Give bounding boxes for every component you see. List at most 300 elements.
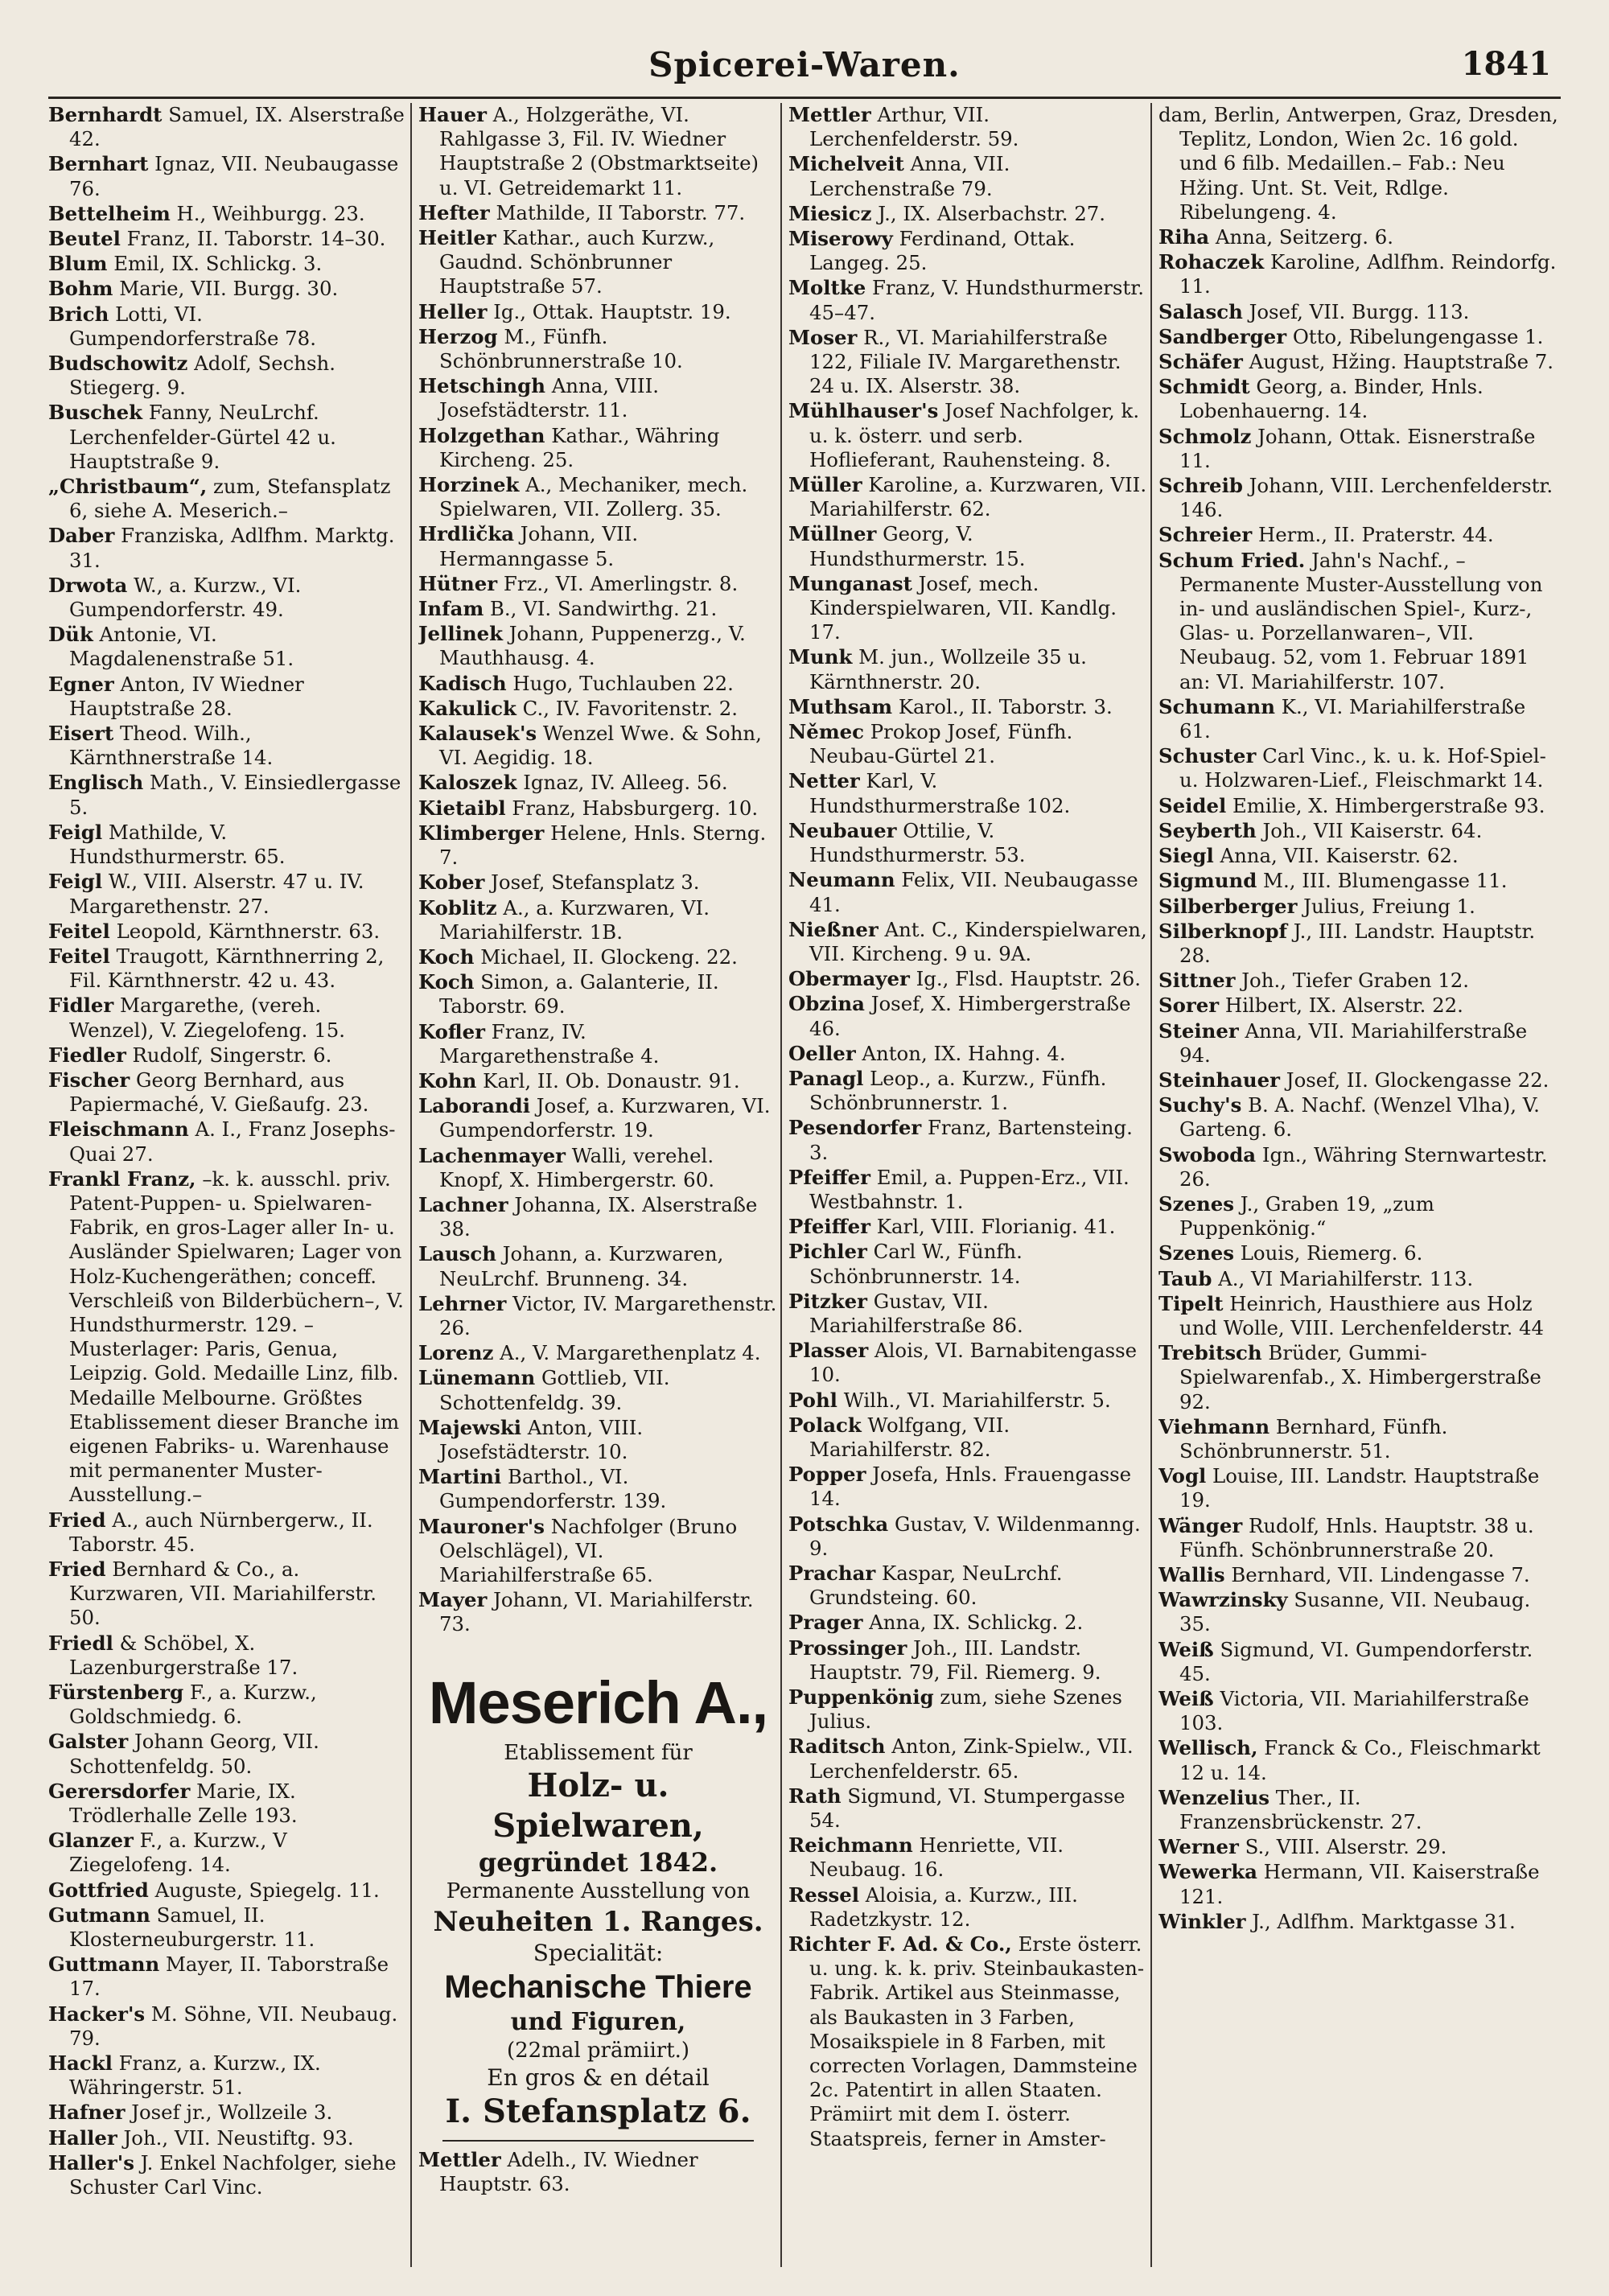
entry-name: Blum bbox=[48, 252, 108, 276]
column-3 bbox=[788, 103, 1148, 2267]
entry-name: Herzog bbox=[418, 324, 498, 348]
entry-name: Feitel bbox=[48, 944, 110, 968]
ad-line: Etablissement für bbox=[504, 1740, 693, 1765]
directory-entry bbox=[48, 524, 408, 572]
directory-entry bbox=[1158, 375, 1561, 423]
entry-name: Pfeiffer bbox=[788, 1165, 871, 1189]
entry-details: Josef, II. Glockengasse 22. bbox=[1280, 1068, 1549, 1092]
entry-details: Franck & Co., Fleischmarkt 12 u. 14. bbox=[1179, 1736, 1541, 1784]
entry-details: Susanne, VII. Neubaug. 35. bbox=[1179, 1588, 1531, 1636]
directory-entry bbox=[1158, 1415, 1561, 1463]
entry-details: Josef Nachfolger, k. u. k. österr. und serb. Hoflieferant, Rauhensteing. 8. bbox=[809, 399, 1140, 471]
entry-details: Josef, Stefansplatz 3. bbox=[484, 870, 700, 895]
entry-details: Mathilde, II Taborstr. 77. bbox=[489, 200, 746, 224]
entry-details: Victoria, VII. Mariahilferstraße 103. bbox=[1179, 1687, 1529, 1735]
directory-entry bbox=[788, 572, 1148, 645]
entry-name: Feitel bbox=[48, 919, 110, 943]
entry-details: M., III. Blumengasse 11. bbox=[1257, 869, 1508, 893]
directory-entry bbox=[788, 276, 1148, 324]
entry-name: Mettler bbox=[418, 2148, 501, 2172]
directory-entry bbox=[788, 1685, 1148, 1734]
entry-details: Heinrich, Hausthiere aus Holz und Wolle, VIII. Lerchenfelderstr. 44 bbox=[1179, 1291, 1545, 1339]
entry-name: Wenzelius bbox=[1158, 1785, 1270, 1809]
entry-details: Karoline, Adlfhm. Reindorfg. 11. bbox=[1179, 250, 1557, 298]
entry-name: Drwota bbox=[48, 573, 128, 597]
entry-details: J., III. Landstr. Hauptstr. 28. bbox=[1179, 919, 1536, 967]
directory-entry bbox=[418, 1020, 778, 1068]
entry-name: Wallis bbox=[1158, 1562, 1225, 1586]
entry-details: Ther., II. Franzensbrückenstr. 27. bbox=[1179, 1785, 1422, 1834]
directory-entry bbox=[1158, 1192, 1561, 1241]
directory-entry bbox=[788, 918, 1148, 966]
entry-details: Ig., Ottak. Hauptstr. 19. bbox=[487, 299, 731, 323]
entry-name: Salasch bbox=[1158, 299, 1243, 323]
directory-entry bbox=[48, 2002, 408, 2051]
entry-name: Wellisch, bbox=[1158, 1736, 1258, 1760]
entry-name: Richter F. Ad. & Co., bbox=[788, 1932, 1012, 1957]
directory-entry bbox=[48, 1681, 408, 1729]
entry-name: Muthsam bbox=[788, 694, 893, 718]
entry-details: Georg, a. Binder, Hnls. Lobenhauerng. 14. bbox=[1179, 375, 1483, 423]
entry-details: S., VIII. Alserstr. 29. bbox=[1238, 1835, 1447, 1859]
entry-name: Neubauer bbox=[788, 818, 897, 842]
directory-entry bbox=[1158, 325, 1561, 349]
entry-details: Anton, VIII. Josefstädterstr. 10. bbox=[439, 1415, 644, 1463]
directory-entry bbox=[418, 103, 778, 200]
entry-details: Leop., a. Kurzw., Fünfh. Schönbrunnerstr. 1. bbox=[809, 1066, 1107, 1115]
entry-details: Math., V. Einsiedlergasse 5. bbox=[69, 771, 401, 819]
entry-name: Koch bbox=[418, 970, 475, 994]
entry-details: K., VI. Mariahilferstraße 61. bbox=[1179, 694, 1526, 743]
entry-details: & Schöbel, X. Lazenburgerstraße 17. bbox=[69, 1631, 298, 1679]
entry-name: Obzina bbox=[788, 992, 865, 1016]
entry-name: Sittner bbox=[1158, 969, 1236, 993]
entry-name: Prager bbox=[788, 1611, 863, 1635]
entry-name: Hacker's bbox=[48, 2002, 146, 2026]
entry-details: Hermann, VII. Kaiserstraße 121. bbox=[1179, 1860, 1540, 1908]
entry-details: Lotti, VI. Gumpendorferstraße 78. bbox=[69, 302, 316, 350]
ad-line: I. Stefansplatz 6. bbox=[445, 2092, 751, 2131]
entry-details: August, Hžing. Hauptstraße 7. bbox=[1242, 350, 1554, 374]
entry-name: Riha bbox=[1158, 225, 1210, 249]
entry-name: Haller's bbox=[48, 2150, 134, 2175]
entry-details: Josef jr., Wollzeile 3. bbox=[125, 2101, 333, 2125]
entry-name: Bettelheim bbox=[48, 201, 171, 225]
directory-entry bbox=[1158, 1860, 1561, 1908]
directory-entry bbox=[788, 1240, 1148, 1288]
directory-entry bbox=[48, 920, 408, 944]
entry-name: Fürstenberg bbox=[48, 1681, 184, 1704]
directory-entry bbox=[1158, 1736, 1561, 1784]
entry-details: Bernhard, VII. Lindengasse 7. bbox=[1224, 1562, 1530, 1586]
entry-name: Koch bbox=[418, 944, 475, 969]
column-divider bbox=[780, 103, 782, 2267]
entry-details: R., VI. Mariahilferstraße 122, Filiale IV. Margarethenstr. 24 u. IX. Alserstr. 38. bbox=[809, 325, 1121, 398]
directory-entry bbox=[788, 1413, 1148, 1462]
entry-details: Johann Georg, VII. Schottenfeldg. 50. bbox=[69, 1730, 319, 1778]
directory-entry bbox=[48, 1903, 408, 1952]
entry-details: Louis, Riemerg. 6. bbox=[1233, 1241, 1423, 1265]
entry-name: Steinhauer bbox=[1158, 1068, 1281, 1092]
entry-name: Weiß bbox=[1158, 1687, 1214, 1710]
entry-details: Wilh., VI. Mariahilferstr. 5. bbox=[837, 1388, 1111, 1412]
entry-name: Kadisch bbox=[418, 671, 507, 695]
entry-name: Panagl bbox=[788, 1066, 864, 1090]
entry-name: Pfeiffer bbox=[788, 1215, 871, 1239]
entry-name: Friedl bbox=[48, 1631, 113, 1655]
entry-details: Gottlieb, VII. Schottenfeldg. 39. bbox=[439, 1366, 670, 1414]
entry-name: Müllner bbox=[788, 522, 877, 546]
directory-entry bbox=[788, 695, 1148, 719]
entry-name: Silberberger bbox=[1158, 894, 1298, 918]
ad-line: Neuheiten 1. Ranges. bbox=[433, 1905, 763, 1938]
entry-name: Jellinek bbox=[418, 622, 504, 646]
entry-name: Pitzker bbox=[788, 1289, 867, 1313]
entry-details: J., Graben 19, „zum Puppenkönig.“ bbox=[1179, 1191, 1434, 1241]
entry-details: Josefa, Hnls. Frauengasse 14. bbox=[809, 1463, 1132, 1511]
directory-entry bbox=[1158, 844, 1561, 868]
entry-name: Puppenkönig bbox=[788, 1685, 934, 1709]
directory-entry bbox=[48, 673, 408, 721]
entry-name: Vogl bbox=[1158, 1464, 1207, 1488]
entry-details: Gustav, VII. Mariahilferstraße 86. bbox=[809, 1289, 1023, 1337]
entry-name: Heller bbox=[418, 299, 488, 323]
entry-name: Potschka bbox=[788, 1512, 889, 1536]
directory-entry bbox=[788, 1339, 1148, 1387]
entry-name: Buschek bbox=[48, 401, 143, 425]
entry-name: Wänger bbox=[1158, 1513, 1243, 1537]
directory-entry bbox=[418, 1144, 778, 1192]
directory-entry bbox=[48, 252, 408, 276]
entry-details: J. Enkel Nachfolger, siehe Schuster Carl Vinc. bbox=[69, 2150, 397, 2199]
entry-name: Fiedler bbox=[48, 1043, 126, 1067]
entry-name: Schum Fried. bbox=[1158, 548, 1306, 572]
directory-entry bbox=[788, 1784, 1148, 1833]
entry-details: Aloisia, a. Kurzw., III. Radetzkystr. 12. bbox=[809, 1882, 1078, 1931]
directory-entry bbox=[788, 1734, 1148, 1783]
directory-entry bbox=[1158, 1835, 1561, 1859]
directory-entry bbox=[418, 424, 778, 472]
entry-name: Feigl bbox=[48, 870, 103, 894]
entry-details: Anton, IX. Hahng. 4. bbox=[855, 1041, 1066, 1065]
entry-name: Suchy's bbox=[1158, 1093, 1242, 1117]
directory-entry bbox=[1158, 695, 1561, 743]
directory-entry bbox=[418, 697, 778, 721]
entry-name: Lehrner bbox=[418, 1291, 507, 1315]
entry-details: Johann, VI. Mariahilferstr. 73. bbox=[439, 1588, 754, 1636]
directory-entry bbox=[1158, 920, 1561, 968]
ad-line: und Figuren, bbox=[510, 2008, 686, 2037]
directory-entry bbox=[418, 201, 778, 225]
directory-entry bbox=[1158, 300, 1561, 324]
directory-entry bbox=[48, 1043, 408, 1068]
entry-name: Laborandi bbox=[418, 1094, 530, 1118]
directory-entry bbox=[48, 1068, 408, 1117]
directory-entry bbox=[48, 302, 408, 351]
ad-line: En gros & en détail bbox=[487, 2064, 710, 2092]
directory-entry bbox=[788, 645, 1148, 693]
entry-details: Kaspar, NeuLrchf. Grundsteing. 60. bbox=[809, 1561, 1063, 1610]
directory-entry bbox=[48, 1117, 408, 1166]
entry-name: Kakulick bbox=[418, 696, 516, 720]
entry-name: Mettler bbox=[788, 103, 871, 126]
directory-entry bbox=[418, 771, 778, 795]
directory-entry bbox=[418, 1588, 778, 1636]
entry-name: Feigl bbox=[48, 820, 103, 844]
directory-entry bbox=[418, 226, 778, 299]
entry-name: Eisert bbox=[48, 722, 114, 746]
directory-entry bbox=[788, 819, 1148, 867]
directory-entry bbox=[418, 622, 778, 670]
entry-name: Pichler bbox=[788, 1240, 867, 1264]
entry-name: Bernhardt bbox=[48, 103, 163, 126]
entry-name: Trebitsch bbox=[1158, 1341, 1262, 1365]
entry-name: Sorer bbox=[1158, 994, 1220, 1018]
entry-details: Leopold, Kärnthnerstr. 63. bbox=[109, 919, 381, 943]
entry-name: Gottfried bbox=[48, 1878, 149, 1902]
entry-details: Arthur, VII. Lerchenfelderstr. 59. bbox=[809, 103, 1019, 151]
entry-name: Obermayer bbox=[788, 967, 910, 991]
entry-name: Gutmann bbox=[48, 1903, 150, 1927]
entry-details: Anna, VII. Kaiserstr. 62. bbox=[1213, 844, 1459, 868]
column-4 bbox=[1158, 103, 1561, 2267]
entry-details: Auguste, Spiegelg. 11. bbox=[148, 1878, 380, 1902]
directory-entry bbox=[788, 1833, 1148, 1882]
entry-name: Pesendorfer bbox=[788, 1116, 922, 1140]
entry-details: Louise, III. Landstr. Hauptstraße 19. bbox=[1179, 1464, 1540, 1512]
entry-name: Daber bbox=[48, 524, 115, 548]
directory-entry bbox=[418, 870, 778, 895]
entry-name: Lausch bbox=[418, 1242, 497, 1266]
entry-details: Antonie, VI. Magdalenenstraße 51. bbox=[69, 623, 294, 671]
directory-entry bbox=[788, 1932, 1148, 2151]
entry-name: Kaloszek bbox=[418, 771, 517, 795]
entry-details: Erste österr. u. ung. k. k. priv. Steinbaukasten-Fabrik. Artikel aus Steinmasse, als Baukasten in 3 Farben, Mosaikspiele in 8 Farben, mit correcten Vorlagen, Dammsteine 2c. Patentirt in allen Staaten. Prämiirt mit dem I. österr. Staatspreis, ferner in Amster- bbox=[809, 1932, 1145, 2150]
entry-details: A. I., Franz Josephs-Quai 27. bbox=[69, 1117, 396, 1166]
directory-entry bbox=[48, 821, 408, 869]
directory-entry bbox=[48, 202, 408, 226]
entry-details: Brüder, Gummi-Spielwarenfab., X. Himbergerstraße 92. bbox=[1179, 1341, 1541, 1413]
directory-entry bbox=[418, 2148, 778, 2196]
entry-details: Fanny, NeuLrchf. Lerchenfelder-Gürtel 42 u. Hauptstraße 9. bbox=[69, 401, 336, 473]
entry-details: Joh., Tiefer Graben 12. bbox=[1235, 969, 1470, 993]
directory-entry bbox=[788, 992, 1148, 1040]
directory-entry bbox=[1158, 549, 1561, 694]
entry-details: Anna, VII. Mariahilferstraße 94. bbox=[1179, 1018, 1528, 1067]
entry-name: Fleischmann bbox=[48, 1117, 189, 1142]
directory-entry bbox=[788, 522, 1148, 570]
directory-entry bbox=[788, 1215, 1148, 1239]
entry-details: J., Adlfhm. Marktgasse 31. bbox=[1245, 1909, 1516, 1933]
directory-entry bbox=[48, 870, 408, 918]
entry-details: Walli, verehel. Knopf, X. Himbergerstr. 60. bbox=[439, 1143, 714, 1191]
column-divider bbox=[410, 103, 412, 2267]
entry-name: Mauroner's bbox=[418, 1514, 545, 1538]
ad-line: gegründet 1842. bbox=[478, 1847, 718, 1878]
entry-name: Lachner bbox=[418, 1192, 508, 1216]
entry-details: A., Mechaniker, mech. Spielwaren, VII. Zollerg. 35. bbox=[439, 473, 748, 521]
directory-entry bbox=[48, 2151, 408, 2199]
entry-name: Prachar bbox=[788, 1561, 876, 1585]
entry-details: Anna, Seitzerg. 6. bbox=[1209, 225, 1393, 249]
entry-name: Beutel bbox=[48, 227, 121, 251]
entry-name: Steiner bbox=[1158, 1018, 1239, 1043]
entry-name: Fried bbox=[48, 1557, 106, 1581]
entry-name: Frankl Franz, bbox=[48, 1167, 196, 1191]
directory-entry bbox=[788, 1636, 1148, 1685]
entry-details: Emilie, X. Himbergerstraße 93. bbox=[1226, 793, 1545, 817]
entry-name: Hauer bbox=[418, 103, 487, 126]
entry-details: Jahn's Nachf., –Permanente Muster-Ausstellung von in- und ausländischen Spiel-, Kurz-, Glas- u. Porzellanwaren–, VII. Neubaug. 52, vom 1. Februar 1891 an: VI. Mariahilferstr. 107. bbox=[1179, 548, 1543, 693]
entry-details: Bernhard & Co., a. Kurzwaren, VII. Mariahilferstr. 50. bbox=[69, 1557, 377, 1630]
directory-entry bbox=[418, 1193, 778, 1241]
entry-details: –k. k. ausschl. priv. Patent-Puppen- u. Spielwaren-Fabrik, en gros-Lager aller In- u. Ausländer Spielwaren; Lager von Holz-Kuchengeräthen; conceff. Verschleiß von Bilderbüchern–, V. Hundsthurmerstr. 129. –Musterlager: Paris, Genua, Leipzig. Gold. Medaille Linz, filb. Medaille Melbourne. Größtes Etablissement dieser Branche im eigenen Fabriks- u. Warenhause mit permanenter Muster-Ausstellung.– bbox=[69, 1167, 404, 1507]
directory-entry bbox=[48, 2126, 408, 2150]
column-1 bbox=[48, 103, 408, 2267]
directory-entry bbox=[48, 771, 408, 819]
entry-details: W., VIII. Alserstr. 47 u. IV. Margarethenstr. 27. bbox=[69, 870, 364, 918]
advertisement bbox=[418, 1666, 778, 2142]
directory-entry bbox=[48, 1730, 408, 1778]
entry-details: F., a. Kurzw., V Ziegelofeng. 14. bbox=[69, 1829, 287, 1877]
directory-entry bbox=[1158, 1563, 1561, 1587]
entry-name: Schuster bbox=[1158, 744, 1257, 768]
directory-entry bbox=[48, 277, 408, 301]
entry-details: Kathar., Währing Kircheng. 25. bbox=[439, 423, 720, 471]
entry-details: Simon, a. Galanterie, II. Taborstr. 69. bbox=[439, 970, 719, 1018]
entry-details: J., IX. Alserbachstr. 27. bbox=[871, 201, 1106, 225]
directory-entry bbox=[788, 1166, 1148, 1214]
directory-entry bbox=[788, 769, 1148, 817]
directory-entry bbox=[418, 522, 778, 570]
directory-entry bbox=[418, 325, 778, 373]
entry-details: Sigmund, VI. Gumpendorferstr. 45. bbox=[1179, 1637, 1533, 1685]
directory-entry bbox=[788, 399, 1148, 472]
entry-name: Gerersdorfer bbox=[48, 1779, 191, 1803]
entry-name: Kohn bbox=[418, 1068, 477, 1092]
directory-entry bbox=[418, 796, 778, 821]
directory-entry bbox=[1158, 1068, 1561, 1092]
entry-details: Anton, IV Wiedner Hauptstraße 28. bbox=[69, 672, 304, 720]
entry-details: Johann, Ottak. Eisnerstraße 11. bbox=[1179, 424, 1536, 472]
directory-entry bbox=[48, 722, 408, 770]
entry-details: Johanna, IX. Alserstraße 38. bbox=[439, 1192, 758, 1241]
directory-entry bbox=[418, 896, 778, 944]
entry-name: Guttmann bbox=[48, 1952, 160, 1977]
directory-entry bbox=[788, 1883, 1148, 1932]
directory-entry bbox=[48, 1829, 408, 1877]
entry-name: Kietaibl bbox=[418, 796, 506, 820]
entry-details: Henriette, VII. Neubaug. 16. bbox=[809, 1833, 1064, 1882]
entry-name: Bohm bbox=[48, 277, 113, 301]
directory-entry bbox=[1158, 523, 1561, 547]
entry-name: Brich bbox=[48, 302, 109, 326]
entry-name: Lorenz bbox=[418, 1341, 494, 1365]
entry-details: Karl, II. Ob. Donaustr. 91. bbox=[476, 1068, 740, 1092]
directory-entry bbox=[48, 994, 408, 1042]
entry-details: Sigmund, VI. Stumpergasse 54. bbox=[809, 1784, 1125, 1833]
entry-details: Bernhard, Fünfh. Schönbrunnerstr. 51. bbox=[1179, 1414, 1448, 1463]
entry-details: Johann, Puppenerzg., V. Mauthhausg. 4. bbox=[439, 622, 746, 670]
entry-name: Lünemann bbox=[418, 1366, 536, 1390]
entry-details: Ottilie, V. Hundsthurmerstr. 53. bbox=[809, 818, 1026, 867]
directory-entry bbox=[788, 227, 1148, 275]
entry-name: Schumann bbox=[1158, 694, 1276, 718]
directory-entry bbox=[788, 1562, 1148, 1610]
entry-details: Prokop Josef, Fünfh. Neubau-Gürtel 21. bbox=[809, 720, 1073, 768]
directory-entry bbox=[1158, 1341, 1561, 1414]
entry-name: Kofler bbox=[418, 1019, 486, 1043]
directory-entry bbox=[48, 1557, 408, 1631]
directory-entry bbox=[48, 227, 408, 251]
entry-details: Josef, a. Kurzwaren, VI. Gumpendorferstr. 19. bbox=[439, 1094, 771, 1142]
entry-details: Johann, VIII. Lerchenfelderstr. 146. bbox=[1179, 474, 1553, 522]
directory-entry bbox=[418, 1416, 778, 1464]
entry-name: Horzinek bbox=[418, 473, 520, 497]
entry-details: Gustav, V. Wildenmanng. 9. bbox=[809, 1512, 1141, 1560]
entry-name: Holzgethan bbox=[418, 423, 545, 447]
directory-entry bbox=[788, 720, 1148, 768]
entry-name: Hefter bbox=[418, 200, 490, 224]
directory-entry bbox=[48, 1631, 408, 1680]
directory-entry bbox=[418, 1465, 778, 1513]
entry-details: Mayer, II. Taborstraße 17. bbox=[69, 1952, 389, 2001]
entry-details: Karl, V. Hundsthurmerstraße 102. bbox=[809, 769, 1071, 817]
entry-details: Barthol., VI. Gumpendorferstr. 139. bbox=[439, 1465, 667, 1513]
directory-entry bbox=[1158, 1687, 1561, 1735]
entry-name: Mayer bbox=[418, 1588, 488, 1612]
entry-details: Joh., VII Kaiserstr. 64. bbox=[1256, 818, 1483, 842]
directory-entry bbox=[418, 672, 778, 696]
entry-details: Georg, V. Hundsthurmerstr. 15. bbox=[809, 522, 1026, 570]
entry-details: Anna, VII. Lerchenstraße 79. bbox=[809, 152, 1010, 200]
entry-name: Fischer bbox=[48, 1068, 130, 1092]
directory-entry bbox=[1158, 1588, 1561, 1636]
directory-entry bbox=[418, 821, 778, 870]
entry-details: Alois, VI. Barnabitengasse 10. bbox=[809, 1339, 1138, 1387]
entry-name: Prossinger bbox=[788, 1636, 907, 1660]
entry-name: Schreier bbox=[1158, 523, 1253, 547]
entry-name: Plasser bbox=[788, 1339, 869, 1363]
directory-entry bbox=[788, 1067, 1148, 1115]
entry-details: Felix, VII. Neubaugasse 41. bbox=[809, 868, 1138, 916]
entry-name: Němec bbox=[788, 720, 864, 744]
directory-entry bbox=[1158, 1241, 1561, 1265]
entry-details: Hilbert, IX. Alserstr. 22. bbox=[1219, 994, 1463, 1018]
entry-details: Franz, IV. Margarethenstraße 4. bbox=[439, 1019, 660, 1068]
entry-details: Adolf, Sechsh. Stiegerg. 9. bbox=[69, 352, 335, 400]
entry-details: Karl, VIII. Florianig. 41. bbox=[870, 1215, 1116, 1239]
entry-details: A., V. Margarethenplatz 4. bbox=[493, 1341, 761, 1365]
entry-details: A., VI Mariahilferstr. 113. bbox=[1212, 1266, 1474, 1290]
entry-details: Emil, a. Puppen-Erz., VII. Westbahnstr. 1. bbox=[809, 1165, 1130, 1213]
directory-entry bbox=[418, 1242, 778, 1290]
entry-name: Martini bbox=[418, 1465, 502, 1489]
entry-details: Victor, IV. Margarethenstr. 26. bbox=[439, 1291, 777, 1339]
directory-entry bbox=[788, 1463, 1148, 1511]
entry-name: Haller bbox=[48, 2125, 117, 2150]
entry-details: Ignaz, VII. Neubaugasse 76. bbox=[69, 152, 399, 200]
directory-entry bbox=[1158, 1292, 1561, 1340]
entry-name: Hetschingh bbox=[418, 374, 545, 398]
entry-details: Karoline, a. Kurzwaren, VII. Mariahilferstr. 62. bbox=[809, 473, 1147, 521]
directory-entry bbox=[788, 868, 1148, 916]
entry-name: Silberknopf bbox=[1158, 919, 1288, 943]
entry-details: A., auch Nürnbergerw., II. Taborstr. 45. bbox=[69, 1508, 373, 1556]
entry-name: Seyberth bbox=[1158, 818, 1257, 842]
ad-line: Mechanische Thiere bbox=[444, 1969, 752, 2006]
directory-entry bbox=[418, 572, 778, 596]
